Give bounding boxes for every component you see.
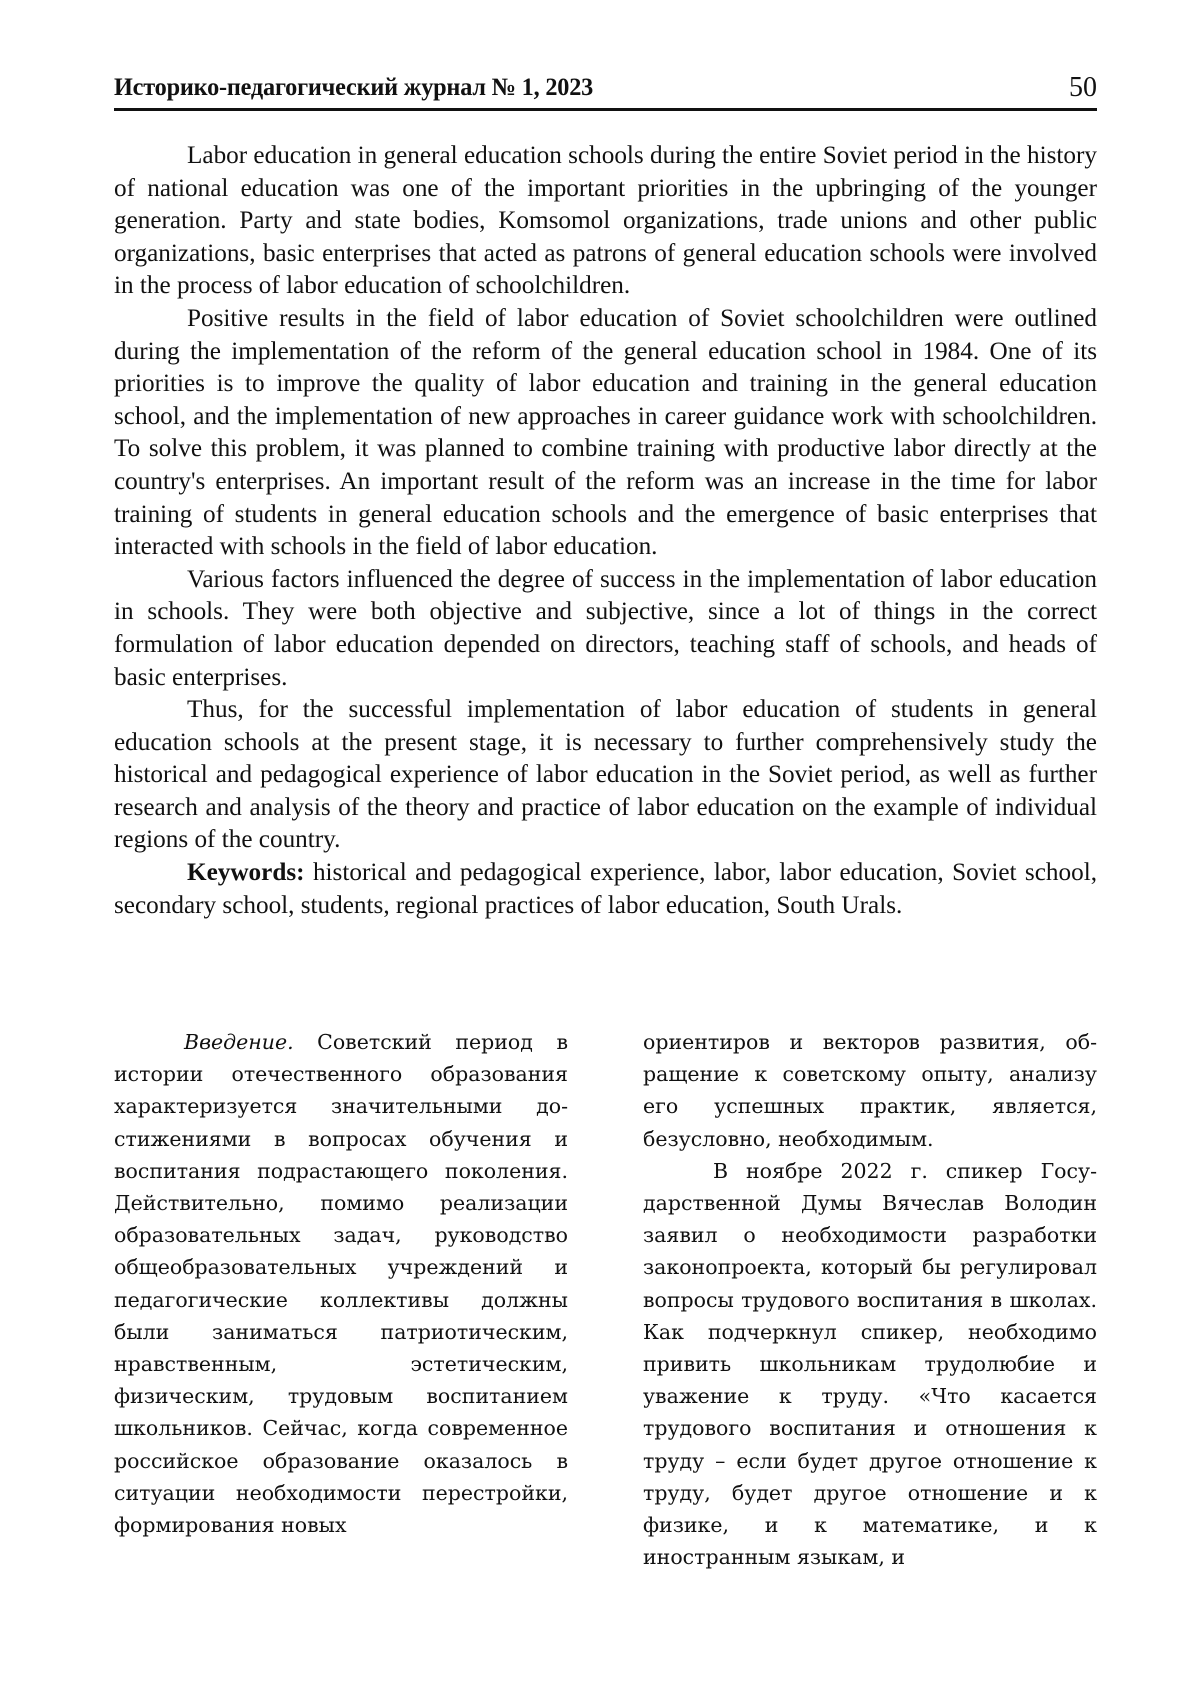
introduction-text: Советский период в истории отечественного образования характеризуется значительными достижениями в вопросах обучения и воспитания подрастающего поколения. Действительно, помимо реализации образовательных задач, руководство общеобразовательных учреждений и педагогические коллективы должны были заниматься патриотическим, нравственным, эстетическим, физическим, трудовым воспитанием школьников. Сейчас, когда современное российское образование оказалось в ситуации необходимости перестройки, формирования новых	[114, 1030, 568, 1538]
keywords-label: Keywords:	[187, 859, 305, 887]
right-column	[643, 1026, 1097, 1573]
introduction-label: Введение.	[184, 1030, 294, 1054]
abstract-paragraph: Positive results in the field of labor education of Soviet schoolchildren were outlined during the implementation of the reform of the general education school in 1984. One of its priorities is to improve the quality of labor education and training in the general education school, and the implementation of new approaches in career guidance work with schoolchildren. To solve this problem, it was planned to combine training with productive labor directly at the country's enterprises. An important result of the reform was an increase in the time for labor training of students in general education schools and the emergence of basic enterprises that interacted with schools in the field of labor education.	[114, 304, 1097, 561]
keywords-paragraph	[114, 857, 1097, 922]
introduction-paragraph	[114, 1026, 568, 1541]
continued-paragraph: ориентиров и векторов развития, обращение к советскому опыту, анализу его успешных практик, является, безусловно, необходимым.	[643, 1030, 1097, 1151]
keywords-text: historical and pedagogical experience, labor, labor education, Soviet school, secondary school, students, regional practices of labor education, South Urals.	[114, 859, 1097, 919]
abstract-paragraph: Various factors influenced the degree of success in the implementation of labor education in schools. They were both objective and subjective, since a lot of things in the correct formulation of labor education depended on directors, teaching staff of schools, and heads of basic enterprises.	[114, 565, 1097, 691]
english-abstract	[114, 140, 1097, 922]
page-number: 50	[1069, 72, 1097, 103]
body-paragraph: В ноябре 2022 г. спикер Государственной Думы Вячеслав Володин заявил о необходимости разработки законопроекта, который бы регулировал вопросы трудового воспитания в школах. Как подчеркнул спикер, необходимо привить школьникам трудолюбие и уважение к труду. «Что касается трудового воспитания и отношения к труду – если будет другое отношение к труду, будет другое отношение и к физике, и к математике, и к иностранным языкам, и	[643, 1158, 1097, 1570]
abstract-paragraph: Thus, for the successful implementation of labor education of students in general education schools at the present stage, it is necessary to further comprehensively study the historical and pedagogical experience of labor education in the Soviet period, as well as further research and analysis of the theory and practice of labor education on the example of individual regions of the country.	[114, 696, 1097, 854]
abstract-paragraph: Labor education in general education schools during the entire Soviet period in the history of national education was one of the important priorities in the upbringing of the younger generation. Party and state bodies, Komsomol organizations, trade unions and other public organizations, basic enterprises that acted as patrons of general education schools were involved in the process of labor education of schoolchildren.	[114, 142, 1097, 300]
running-header	[114, 72, 1097, 111]
left-column	[114, 1026, 568, 1573]
two-column-body	[114, 1026, 1097, 1573]
journal-title: Историко-педагогический журнал № 1, 2023	[114, 74, 594, 101]
